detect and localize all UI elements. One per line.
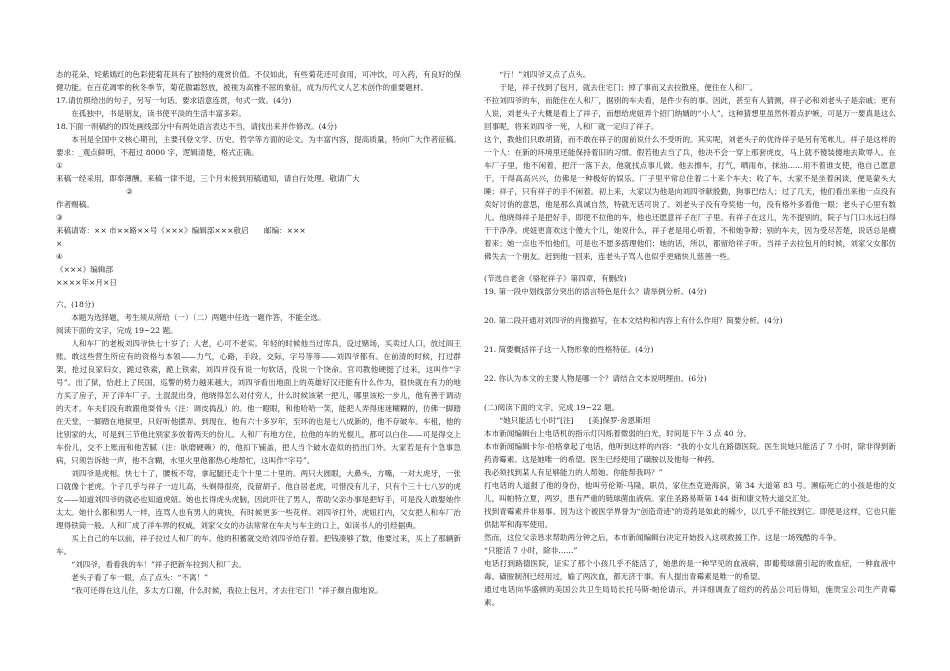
news-paragraph-3: 我必须找到某人有足够能力的人帮她。你能帮我吗？” (484, 468, 663, 477)
question-17-example: 在孤独中，书是朋友，读书使平淡的生活丰富多彩。 (71, 109, 246, 118)
story-paragraph-7: “行！”刘四爷又点了点头。 (499, 70, 591, 79)
question-17: 17.请仿照给出的句子，另写一句话。要求语意连贯，句式一致。(4分) (56, 96, 292, 105)
section-6-heading: 六、(18分) (56, 300, 95, 309)
news-paragraph-4: 打电话的人道报了他的身份，他叫劳伦斯·马隆，职员，家住杰克逊海滨，第 34 大道第 83 号。濒临死亡的小孩是他的女儿，叫帕特立夏，两岁，患有严重的链球菌血液病。家住圣路易斯第 144 街和康文特大道交汇处。 (484, 481, 896, 503)
question-22: 22. 你认为本文的主要人物是哪一个？请结合文本说明理由。(6分) (484, 374, 707, 383)
story-paragraph-1: 人和车厂的老板刘四爷快七十岁了；人老，心可不老实。年轻的时候他当过库兵，设过赌场，买卖过人口，放过阎王账。敢这些营生所应有的资格与本领——力气，心路，手段，交际，字号等等——刘四爷都有。在前清的时候，打过群架，抢过良家妇女，跪过铁索，跪上铁索，刘四并没有说一句软话，没说一个饶命。官司教他硬挺了过来，这叫作“字号”。出了狱，恰赶上了民国，巡警的势力越来越大，刘四爷看出地面上的英雄好汉还能有什么作为，很快就在有力的地方买了房子，开了洋车厂子。土混混出身，他晓得怎么对付穷人，什么时候该紧一把儿，哪里该松一步儿，他有善于调动的天才。车夫们没有敢跟他耍骨头（注：调皮捣乱）的。他一瞪眼，和他哈哈一笑，能把人弄得迷迷糊糊的，仿佛一脚踏在天堂，一脚踏在地狱里，只好听他摆弄。到现在，他有六十多岁年，至环的也是七八成新的，他不存破车。车租，他的比别家的大，可是到三节他比别家多放着两天的份儿。人和厂有地方住，拉他的车的光棍儿，都可以白住——可是得交上车份儿，交不上账而和他苦腻（注：耿磨硬赖）的，他扣下铺盖，把人当个破水壶似的扔出门外。大家若是有个急事急病，只须告诉他一声，他不含糊，水里火里他都热心地帮忙，这叫作“字号”。 (56, 339, 461, 465)
question-20: 20. 第二段开通对刘四爷的肖像描写，在本文结构和内容上有什么作用？简要分析。(4分) (484, 316, 783, 325)
news-paragraph-5: 找到青霉素并非易事。因为这个被医学界誉为“创造奇迹”的奇药是如此的稀少，以几乎不能找到它。即使是这样，它也只能供陆军和海军使用。 (484, 507, 896, 529)
story-paragraph-4: “刘四爷，看看我的车！”祥子把新车拉到人和厂去。 (71, 560, 247, 569)
left-column (56, 68, 461, 597)
section-6-note: 本题为选择题，考生须从所给（一）（二）两题中任选一题作答，不能全选。 (71, 313, 326, 322)
question-18-line-2: 来稿一经采用，即奉薄酬。来稿一律不退，三个月未接到用稿通知，请自行处理。敬请广大 (56, 174, 360, 183)
underline-mark-2: ② (126, 187, 133, 196)
story-paragraph-8: 于是，祥子找到了包月，就去住宅门；掉了事而又去拉散座，便住在人和厂。 (499, 83, 758, 92)
story-paragraph-6: “我可还得在这儿住，多太方口谢，什么时候，我拉上包月，才去住宅门！”祥子颇自傲地说。 (71, 586, 383, 595)
news-paragraph-6: 然而，这位父亲恳求帮助两分钟之后，本市新闻编辑台决定开始投入这项救援工作。这是一场残酷的斗争。 (484, 533, 841, 542)
story-paragraph-2: 刘四爷是虎相。快七十了，腰板不弯，拿起腿还走个十里二十里的。两只大圆眼，大鼻头，方嘴，一对大虎牙，一张口就像个老虎。个子几乎与祥子一边儿高，头剃得很亮，没留胡子。他自居老虎，可惜没有儿子，只有个三十七八岁的虎女——知道刘四爷的就必也知道虎妞。她也长得虎头虎脑，因此吓住了男人，帮助父亲办事是把好手，可是没人敢娶她作太太。她什么都和男人一样，连骂人也有男人的爽快，有时候更多一些花样。刘四爷打外，虎妞打内，父女把人和车厂治理得铁筒一般。人和厂成了洋车界的权威，刘家父女的办法常常在车夫与车主的口上，如读书人的引经据典。 (56, 469, 461, 530)
signature-date: ××××年×月×日 (56, 278, 117, 287)
story-paragraph-5: 老头子看了车一眼，点了点头：“不离！” (71, 573, 209, 582)
news-paragraph-1: 本市新闻编辑台上电话机的指示灯闪烁着微弱的白光，时间是下午 3 点 40 分。 (484, 429, 752, 438)
signature-editor: 《×××》编辑部 (56, 265, 114, 274)
underline-mark-4: ④ (56, 252, 63, 261)
question-18-line-4: 来稿请寄：×× 市××路××号《×××》编辑部×××敬启 邮编：××× (56, 226, 306, 235)
question-18-line-3: 作者赐稿。 (56, 200, 94, 209)
right-column (484, 68, 896, 609)
section-2-heading: (二)阅读下面的文字，完成 19~22 题。 (484, 403, 620, 412)
question-18: 18.下面一则稿约的四处画线部分中有两处语言表达不当，请找出来并作修改。(4分) (56, 122, 338, 131)
question-19: 19. 第一段中划线部分突出的语言特色是什么？请举例分析。(4分) (484, 287, 707, 296)
section-6-reading-instruction: 阅读下面的文字，完成 19~22 题。 (56, 326, 178, 335)
article-title: “她只能活七小时”[注] [美]保罗·舍恩斯坦 (499, 416, 651, 425)
news-paragraph-2: 本市新闻编辑卡尔·伯格拿起了电话，他听到这样的内容：“我的小女儿在路德医院。医生说她只能活了 7 小时，除非得到新药青霉素。这是她唯一的希望。医生已经使用了磺胺以及他每一种药。 (484, 442, 896, 464)
news-paragraph-7: “只能活 7 小时，除非……” (484, 546, 578, 555)
story-source: (节选自老舍《骆驼祥子》第四章，有删改) (484, 274, 627, 283)
story-paragraph-9: 不拉刘四爷的车，而能住在人和厂，据别的车夫看，是件少有的事。因此，甚至有人猜测，祥子必和刘老头子是亲戚；更有人说，刘老头子大概是看上了祥子，而想给虎妞弄个招门纳婿的“小人”。这种猜想里虽然怀着点护嫉，可是万一要真是这么回事呢，将来刘四爷一死，人和厂就一定归了祥子。 (484, 96, 896, 131)
question-18-line-5: × (56, 239, 63, 248)
underline-mark-1: ① (56, 161, 63, 170)
news-paragraph-8: 电话打到路德医院，证实了那个小孩几乎不能活了，她患的是一种罕见的血液病，即葡萄球菌引起的败血症，一种血液中毒。磺胺制剂已经用过，输了两次血，都无济于事。有人提出青霉素是唯一的希望。 (484, 559, 896, 581)
question-18-text: 本刊是全国中文核心期刊，主要刊登文学、历史、哲学等方面的论文。为丰富内容，提高质量，特向广大作者征稿。要求：_观点鲜明，不超过 8000 字，逻辑清楚，格式正确。 (56, 135, 461, 157)
question-21: 21. 简要概括祥子这一人物形象的性格特征。(4分) (484, 345, 654, 354)
underline-mark-3: ③ (56, 213, 63, 222)
news-paragraph-9: 通过电话向华盛顿的美国公共卫生局局长托马斯·帕伦请示，并详细调查了纽约的药品公司后得知，施贵宝公司生产青霉素。 (484, 585, 896, 607)
paragraph-chrysanthemum: 态的花朵、姹紫嫣红的色彩使菊花具有了独特的观赏价值。不仅如此，有些菊花还可食用，可冲饮，可入药，有良好的保健功能。在百花凋零的秋冬季节，菊花傲霜怒放，被视为高雅不屈的象征，成为历代文人艺术创作的重要题材。 (56, 70, 461, 92)
story-paragraph-3: 买上自己的车以前，祥子拉过人和厂的车。他的积蓄就交给刘四爷给存着。把钱凑够了数，他要过来，买上了那辆新车。 (56, 534, 461, 556)
story-paragraph-10: 这个，教他们只敢胡猜，而不敢在祥子的面前说什么不受听的。其实呢，刘老头子的优待祥子是另有笔帐儿。祥子是这样的一个人：在新的环境里还能保持着旧的习惯。假若他去当了兵，他决不会一穿上那套虎皮，马上就不傻装傻地去欺辱人。在车厂子里，他不闲着，把汗一落下去，他就找点事儿做。他去擦车，打气，晒雨布，抹油……用不着谁支使，他自己愿意干，干得高高兴兴，仿佛是一种极好的娱乐。厂子里平常总住着二十来个车夫；收了车，大家不是坐着闲谈，便是蒙头大睡；祥子，只有祥子的手不闲着。初上来，大家以为他是向刘四爷献殷勤，狗事巴结人；过了几天，他们看出来他一点没有卖好讨俏的意思，他是那么真诚自然，特就无话可说了。刘老头子没有夸奖他一句，没有格外多看他一眼；老头子心里有数儿。他晓得祥子是把好手，即使不拉他的车，他也还愿意祥子在厂子里。有祥子在这儿，先不提别的，院子与门口永远扫得干干净净。虎妞更喜欢这个傻大个儿，她说什么，祥子老是用心听着，不和她争辩；别的车夫，因为受尽苦楚，说话总是横着来；她一点也不怕他们，可是也不愿多搭理他们；她的话，所以，都留给祥子听。当祥子去拉包月的时候，刘家父女都仿佛失去一个朋友。赶到他一回来，连老头子骂人也似乎更痛快儿慈善一些。 (484, 135, 896, 261)
